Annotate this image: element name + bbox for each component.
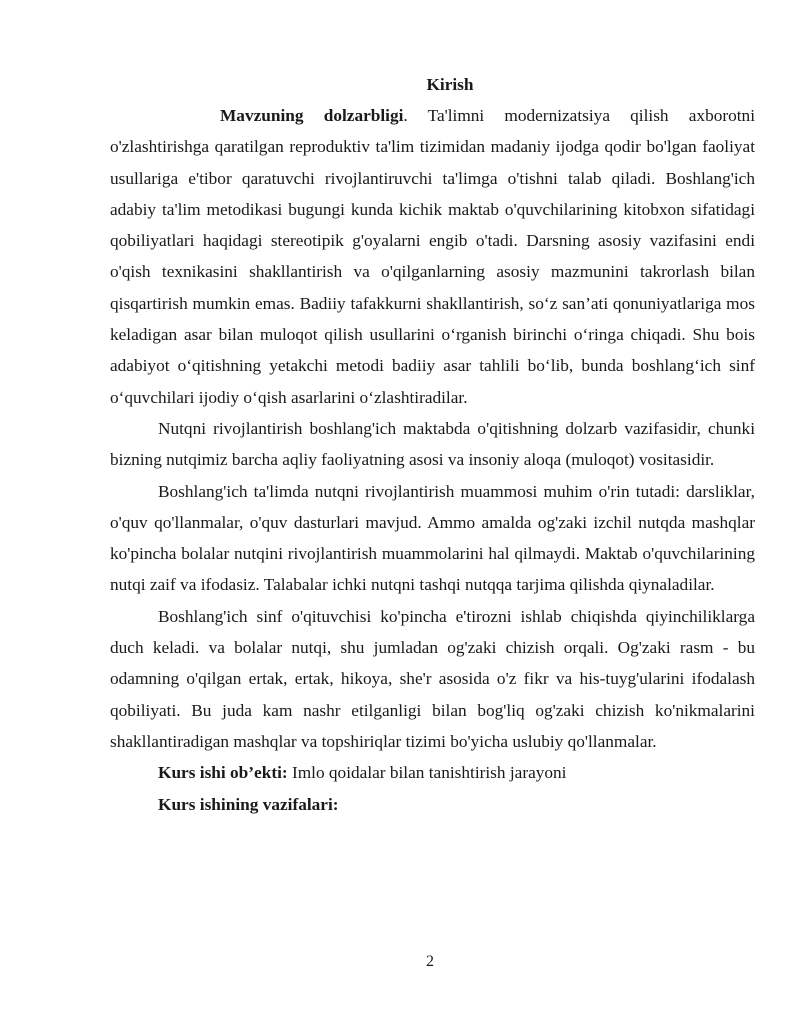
paragraph-teacher-difficulties: Boshlang'ich sinf o'qituvchisi ko'pincha e'tirozni ishlab chiqishda qiyinchiliklarga duch keladi. va bolalar nutqi, shu jumladan og'zaki chizish orqali. Og'zaki rasm - bu odamning o'qilgan ertak, ertak, hikoya, she'r asosida o'z fikr va his-tuyg'ularini ifodalash qobiliyati. Bu juda kam nashr etilganligi bilan bog'liq og'zaki chizish ko'nikmalarini shakllantiradigan mashqlar va topshiriqlar tizimi bo'yicha uslubiy qo'llanmalar.: [110, 606, 755, 751]
tasks-heading: Kurs ishining vazifalari:: [158, 794, 339, 814]
relevance-text: . Ta'limni modernizatsiya qilish axborotni o'zlashtirishga qaratilgan reproduktiv ta'lim tizimidan madaniy ijodga qodir bo'lgan faoliyat usullariga e'tibor qaratuvchi rivojlantiruvchi ta'limga o'tishni talab qiladi. Boshlang'ich adabiy ta'lim metodikasi bugungi kunda kichik maktab o'quvchilarining kitobxon sifatidagi qobiliyatlari haqidagi stereotipik g'oyalarni engib o'tadi. Darsning asosiy vazifasini endi o'qish texnikasini shakllantirish va o'qilganlarning asosiy mazmunini takrorlash bilan qisqartirish mumkin emas. Badiiy tafakkurni shakllantirish, so‘z san’ati qonuniyatlariga mos keladigan asar bilan muloqot qilish usullarini o‘rganish birinchi o‘ringa chiqadi. Shu bois adabiyot o‘qitishning yetakchi metodi badiiy asar tahlili bo‘lib, bunda boshlang‘ich sinf o‘quvchilari ijodiy o‘qish asarlarini o‘zlashtiradilar.: [110, 106, 755, 407]
relevance-heading: Mavzuning dolzarbligi: [220, 106, 404, 125]
page-title: Kirish: [426, 75, 474, 94]
paragraph-relevance: [110, 100, 755, 413]
paragraph-speech-development: Nutqni rivojlantirish boshlang'ich maktabda o'qitishning dolzarb vazifasidir, chunki bizning nutqimiz barcha aqliy faoliyatning asosi va insoniy aloqa (muloqot) vositasidir.: [110, 418, 755, 470]
paragraph-tasks: [110, 789, 755, 820]
paragraph-object: [110, 757, 755, 788]
page-number: 2: [426, 953, 434, 970]
object-text: Imlo qoidalar bilan tanishtirish jarayoni: [287, 763, 567, 783]
object-heading: Kurs ishi ob’ekti:: [158, 763, 288, 783]
document-body: [110, 100, 755, 820]
paragraph-primary-education: Boshlang'ich ta'limda nutqni rivojlantirish muammosi muhim o'rin tutadi: darsliklar, o'quv qo'llanmalar, o'quv dasturlari mavjud. Ammo amalda og'zaki izchil nutqda mashqlar ko'pincha bolalar nutqini rivojlantirish muammolarini hal qilmaydi. Maktab o'quvchilarining nutqi zaif va ifodasiz. Talabalar ichki nutqni tashqi nutqqa tarjima qilishda qiynaladilar.: [110, 481, 755, 595]
